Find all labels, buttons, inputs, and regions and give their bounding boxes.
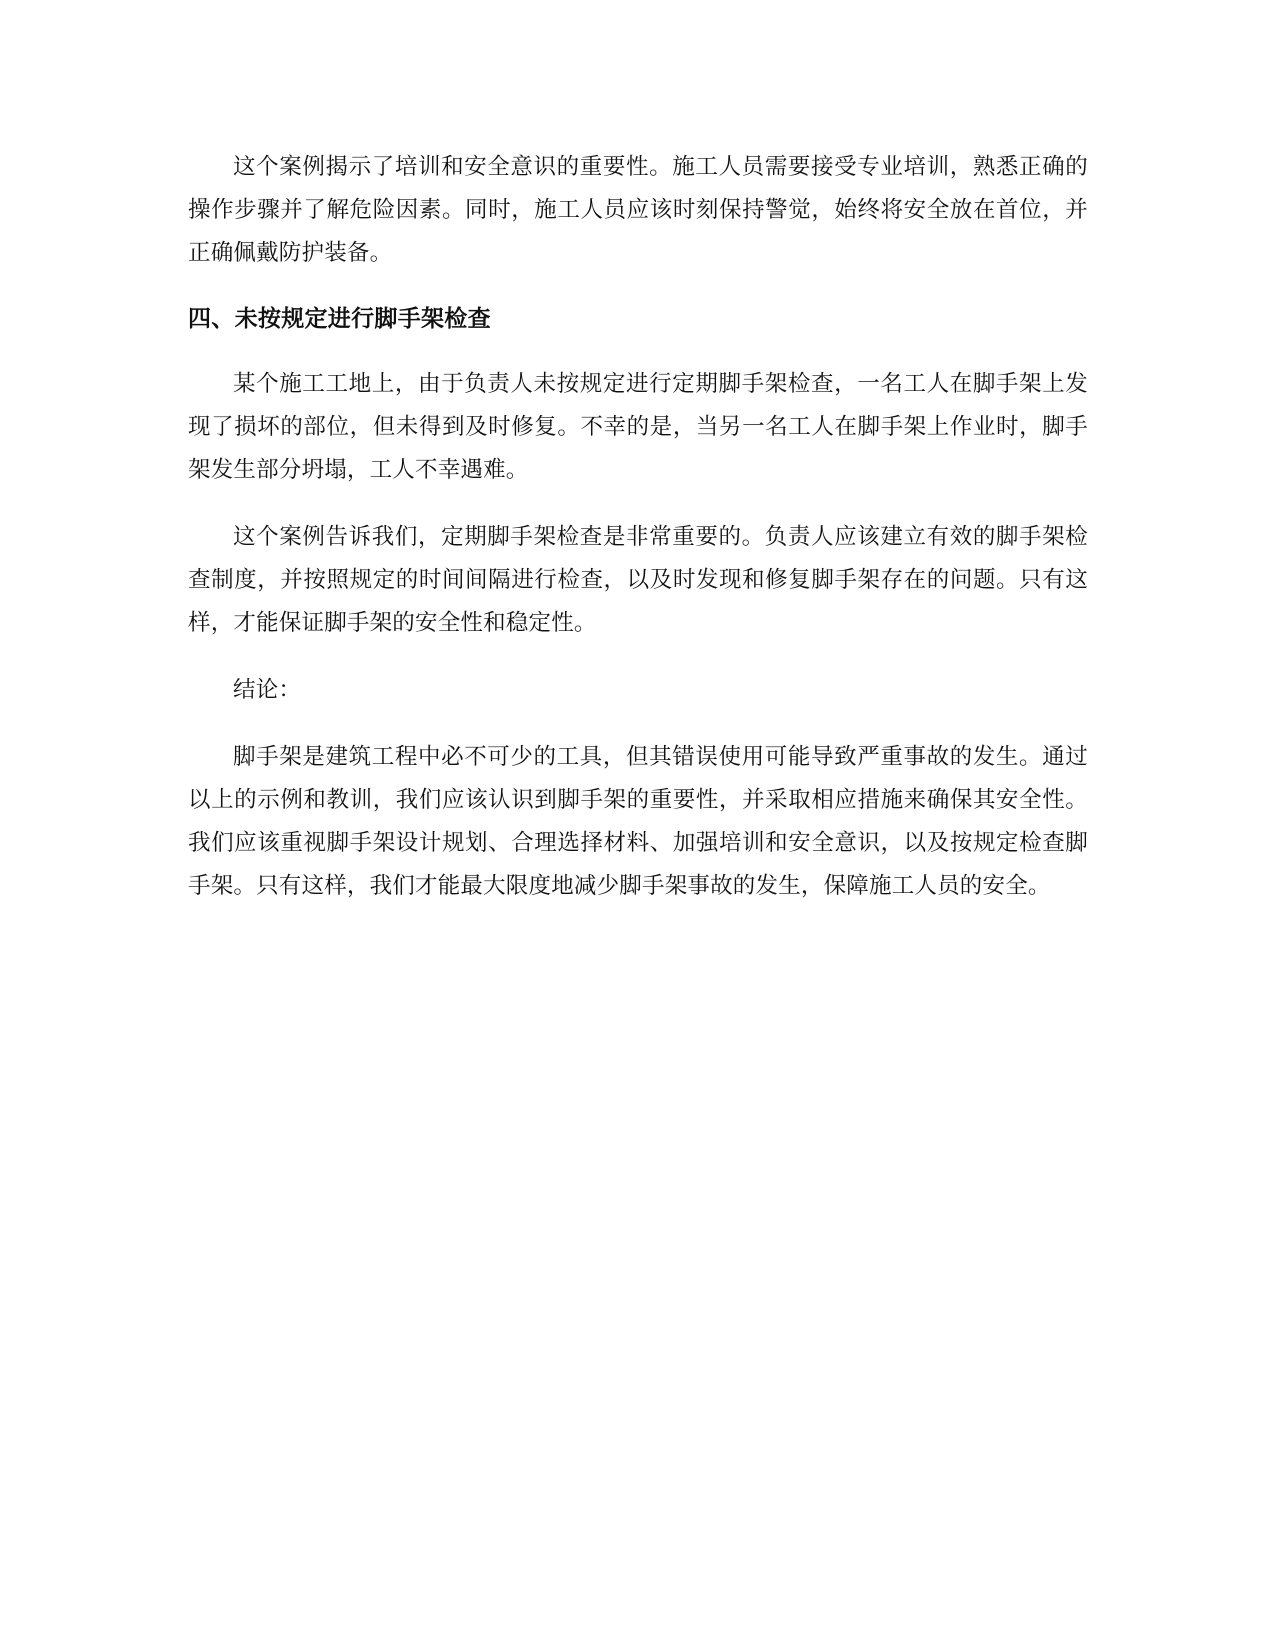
paragraph-case-lesson: 这个案例告诉我们，定期脚手架检查是非常重要的。负责人应该建立有效的脚手架检查制度，并按照规定的时间间隔进行检查，以及时发现和修复脚手架存在的问题。只有这样，才能保证脚手架的安全性和稳定性。 — [188, 524, 1088, 636]
conclusion-label: 结论： — [233, 677, 302, 703]
paragraph-training-importance: 这个案例揭示了培训和安全意识的重要性。施工人员需要接受专业培训，熟悉正确的操作步骤并了解危险因素。同时，施工人员应该时刻保持警觉，始终将安全放在首位，并正确佩戴防护装备。 — [188, 154, 1088, 266]
document-body — [188, 146, 1088, 932]
conclusion-text: 脚手架是建筑工程中必不可少的工具，但其错误使用可能导致严重事故的发生。通过以上的示例和教训，我们应该认识到脚手架的重要性，并采取相应措施来确保其安全性。我们应该重视脚手架设计规划、合理选择材料、加强培训和安全意识，以及按规定检查脚手架。只有这样，我们才能最大限度地减少脚手架事故的发生，保障施工人员的安全。 — [188, 744, 1088, 899]
paragraph-case-description: 某个施工工地上，由于负责人未按规定进行定期脚手架检查，一名工人在脚手架上发现了损坏的部位，但未得到及时修复。不幸的是，当另一名工人在脚手架上作业时，脚手架发生部分坍塌，工人不幸遇难。 — [188, 371, 1088, 483]
section-heading-scaffold-inspection: 四、未按规定进行脚手架检查 — [188, 306, 491, 332]
